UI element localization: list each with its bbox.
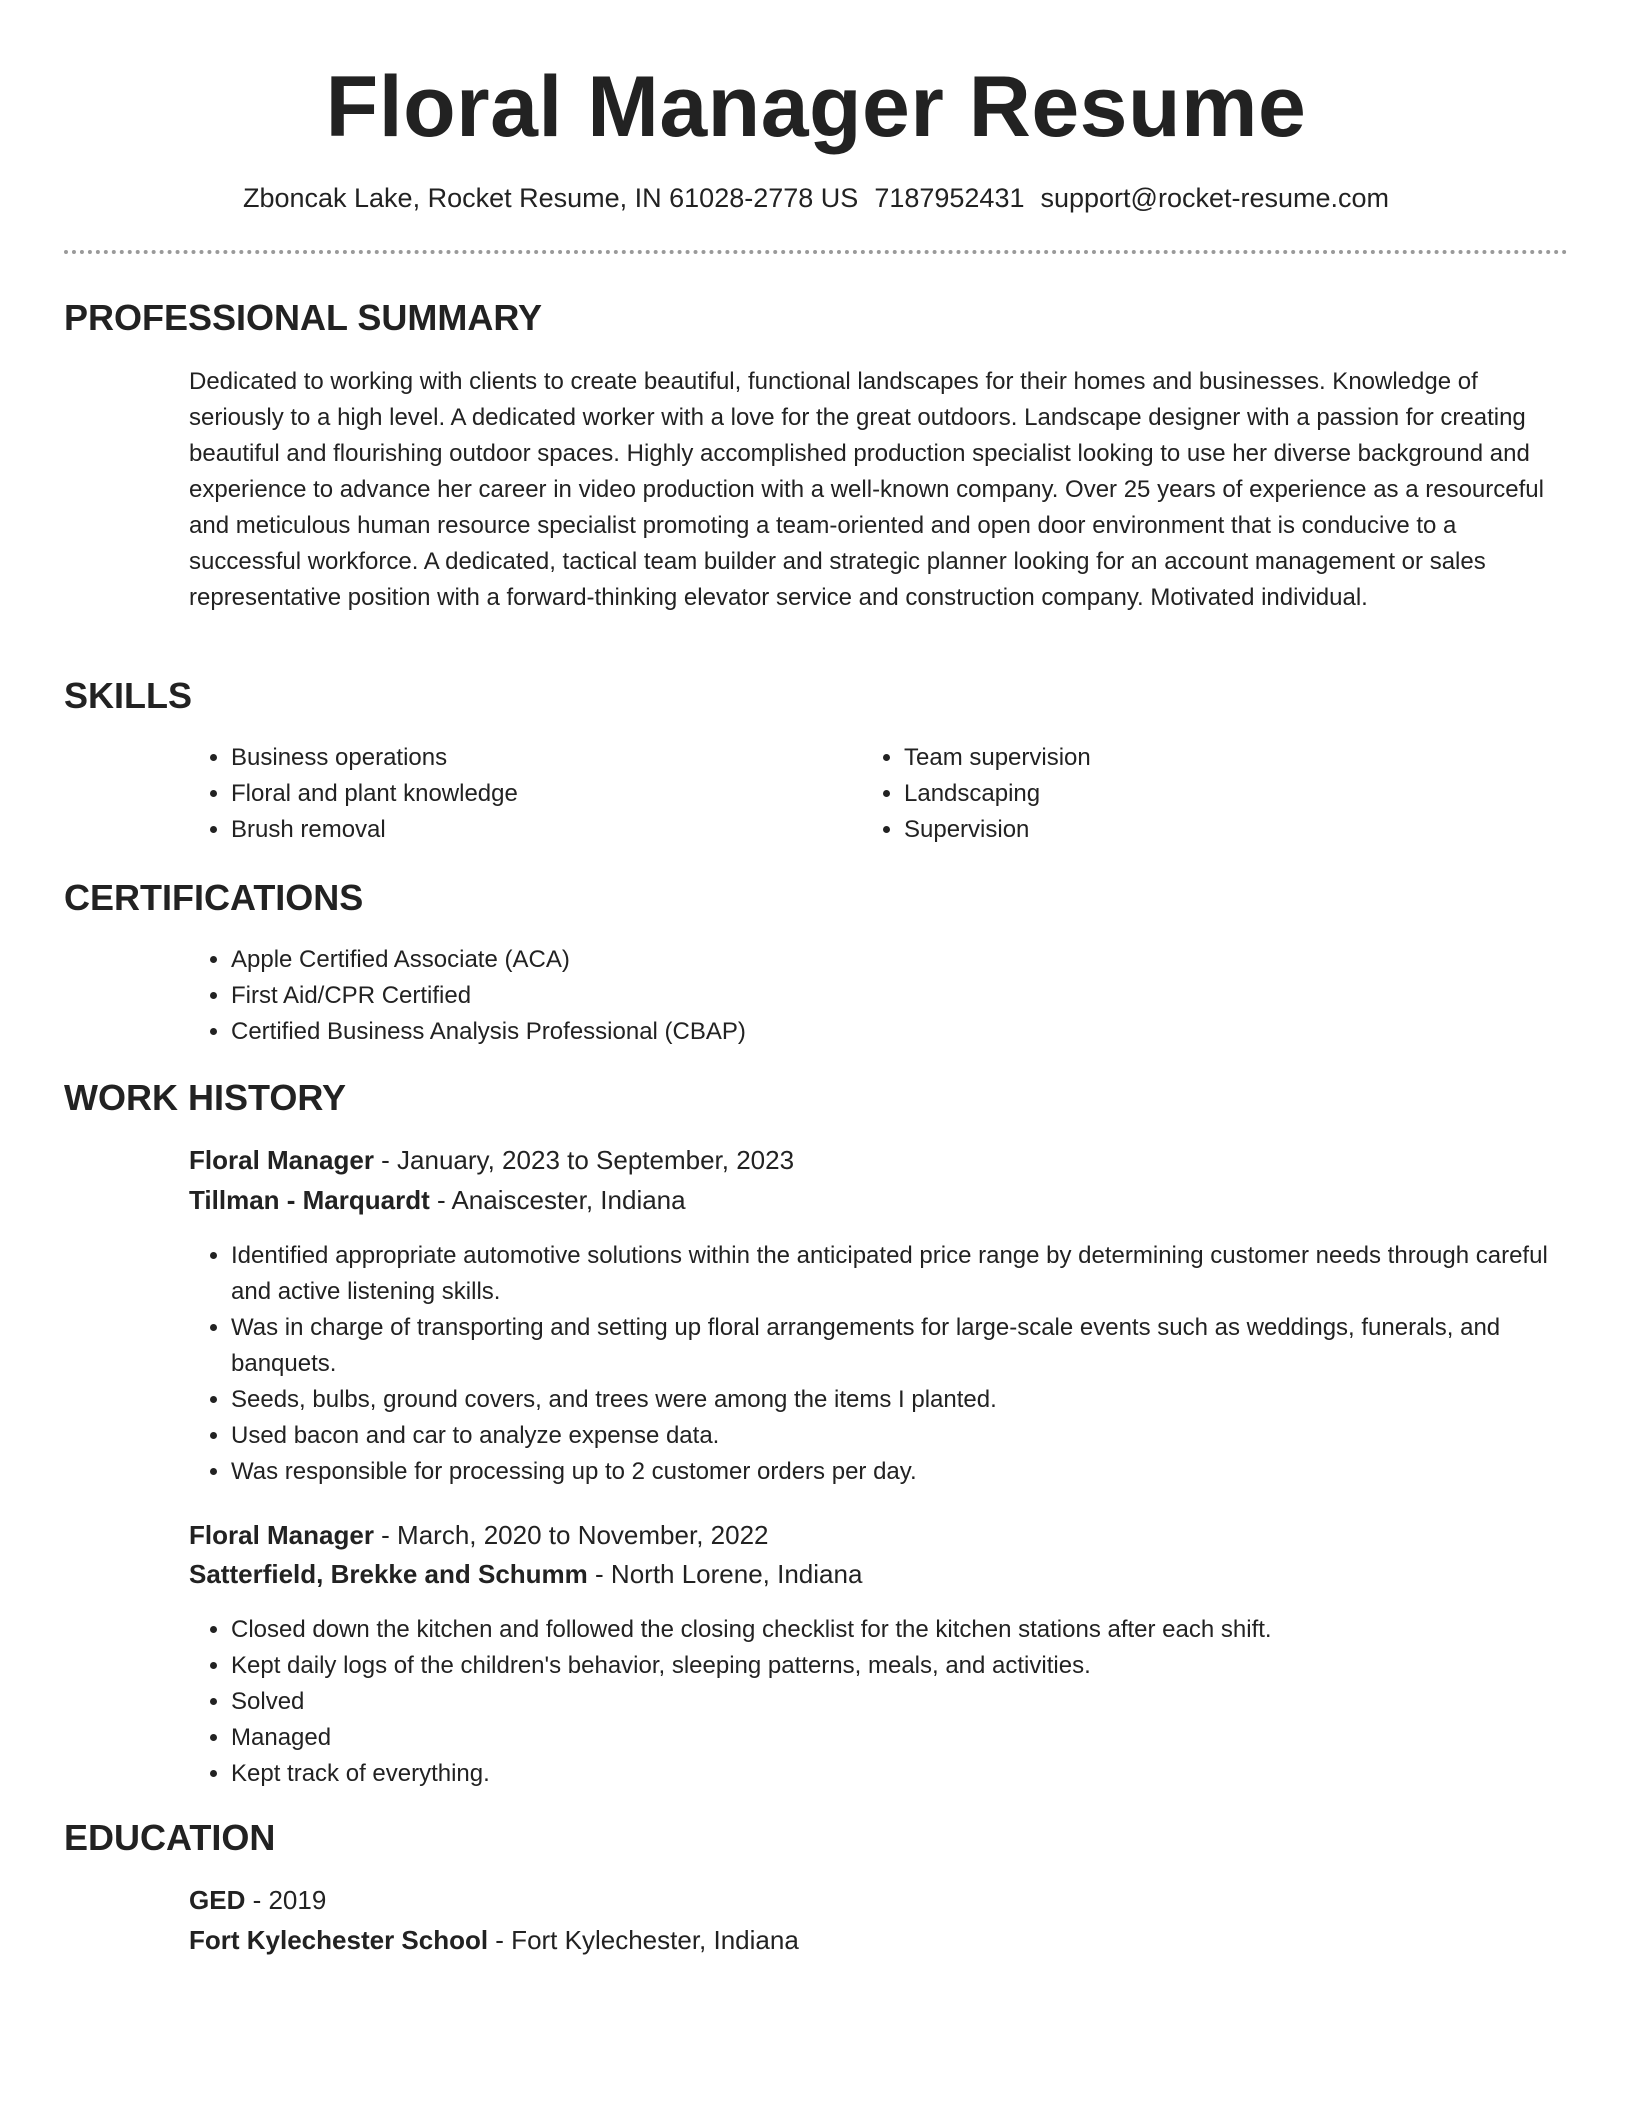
section-title-certifications: CERTIFICATIONS: [64, 877, 364, 918]
contact-line: [0, 180, 1632, 216]
certifications-list: [187, 942, 1531, 1050]
list-item: • Apple Certified Associate (ACA): [231, 942, 1531, 978]
list-item: • Certified Business Analysis Professional (CBAP): [231, 1014, 1531, 1050]
list-item: • Identified appropriate automotive solutions within the anticipated price range by determining customer needs through careful and active listening skills.: [231, 1238, 1591, 1310]
list-item: • Kept track of everything.: [231, 1756, 1591, 1792]
job-1-company-line: [189, 1182, 686, 1218]
contact-email: support@rocket-resume.com: [1040, 183, 1390, 213]
job-2-company-line: [189, 1556, 862, 1592]
job-title: Floral Manager: [189, 1145, 374, 1175]
job-company: Tillman - Marquardt: [189, 1185, 430, 1215]
list-item: • First Aid/CPR Certified: [231, 978, 1531, 1014]
list-item: • Floral and plant knowledge: [231, 776, 831, 812]
job-title: Floral Manager: [189, 1520, 374, 1550]
job-dates: - March, 2020 to November, 2022: [373, 1520, 769, 1550]
list-item: • Supervision: [904, 812, 1504, 848]
contact-address: Zboncak Lake, Rocket Resume, IN 61028-2778 US: [242, 183, 859, 213]
skills-list-right: [860, 740, 1504, 848]
header-divider: [64, 250, 1568, 254]
list-item: • Managed: [231, 1720, 1591, 1756]
list-item: • Business operations: [231, 740, 831, 776]
skills-list-left: [187, 740, 831, 848]
summary-text: Dedicated to working with clients to create beautiful, functional landscapes for their homes and businesses. Knowledge of seriously to a high level. A dedicated worker with a love for the great outdoors. Landscape designer with a passion for creating beautiful and flourishing outdoor spaces. Highly accomplished production specialist looking to use her diverse background and experience to advance her career in video production with a well-known company. Over 25 years of experience as a resourceful and meticulous human resource specialist promoting a team-oriented and open door environment that is conducive to a successful workforce. A dedicated, tactical team builder and strategic planner looking for an account management or sales representative position with a forward-thinking elevator service and construction company. Motivated individual.: [189, 368, 1544, 611]
job-2-title-line: [189, 1517, 768, 1553]
job-2-duties: [187, 1612, 1591, 1792]
list-item: • Was in charge of transporting and setting up floral arrangements for large-scale events such as weddings, funerals, and banquets.: [231, 1310, 1591, 1382]
section-title-skills: SKILLS: [64, 675, 193, 716]
list-item: • Kept daily logs of the children's behavior, sleeping patterns, meals, and activities.: [231, 1648, 1591, 1684]
job-company: Satterfield, Brekke and Schumm: [189, 1559, 588, 1589]
section-title-education: EDUCATION: [64, 1817, 276, 1858]
education-degree-line: [189, 1882, 326, 1918]
education-school-line: [189, 1922, 799, 1958]
list-item: • Landscaping: [904, 776, 1504, 812]
section-title-work-history: WORK HISTORY: [64, 1077, 347, 1118]
section-title-summary: PROFESSIONAL SUMMARY: [64, 297, 543, 338]
contact-phone: 7187952431: [874, 183, 1025, 213]
list-item: • Solved: [231, 1684, 1591, 1720]
list-item: • Was responsible for processing up to 2 customer orders per day.: [231, 1454, 1591, 1490]
resume-title: Floral Manager Resume: [325, 59, 1307, 155]
list-item: • Used bacon and car to analyze expense data.: [231, 1418, 1591, 1454]
list-item: • Seeds, bulbs, ground covers, and trees were among the items I planted.: [231, 1382, 1591, 1418]
job-dates: - January, 2023 to September, 2023: [373, 1145, 795, 1175]
job-1-duties: [187, 1238, 1591, 1490]
education-school: Fort Kylechester School: [189, 1925, 489, 1955]
education-location: - Fort Kylechester, Indiana: [488, 1925, 799, 1955]
education-degree: GED: [189, 1885, 246, 1915]
list-item: • Closed down the kitchen and followed the closing checklist for the kitchen stations after each shift.: [231, 1612, 1591, 1648]
job-location: - Anaiscester, Indiana: [429, 1185, 686, 1215]
education-year: - 2019: [245, 1885, 327, 1915]
list-item: • Brush removal: [231, 812, 831, 848]
job-1-title-line: [189, 1142, 794, 1178]
list-item: • Team supervision: [904, 740, 1504, 776]
job-location: - North Lorene, Indiana: [587, 1559, 863, 1589]
